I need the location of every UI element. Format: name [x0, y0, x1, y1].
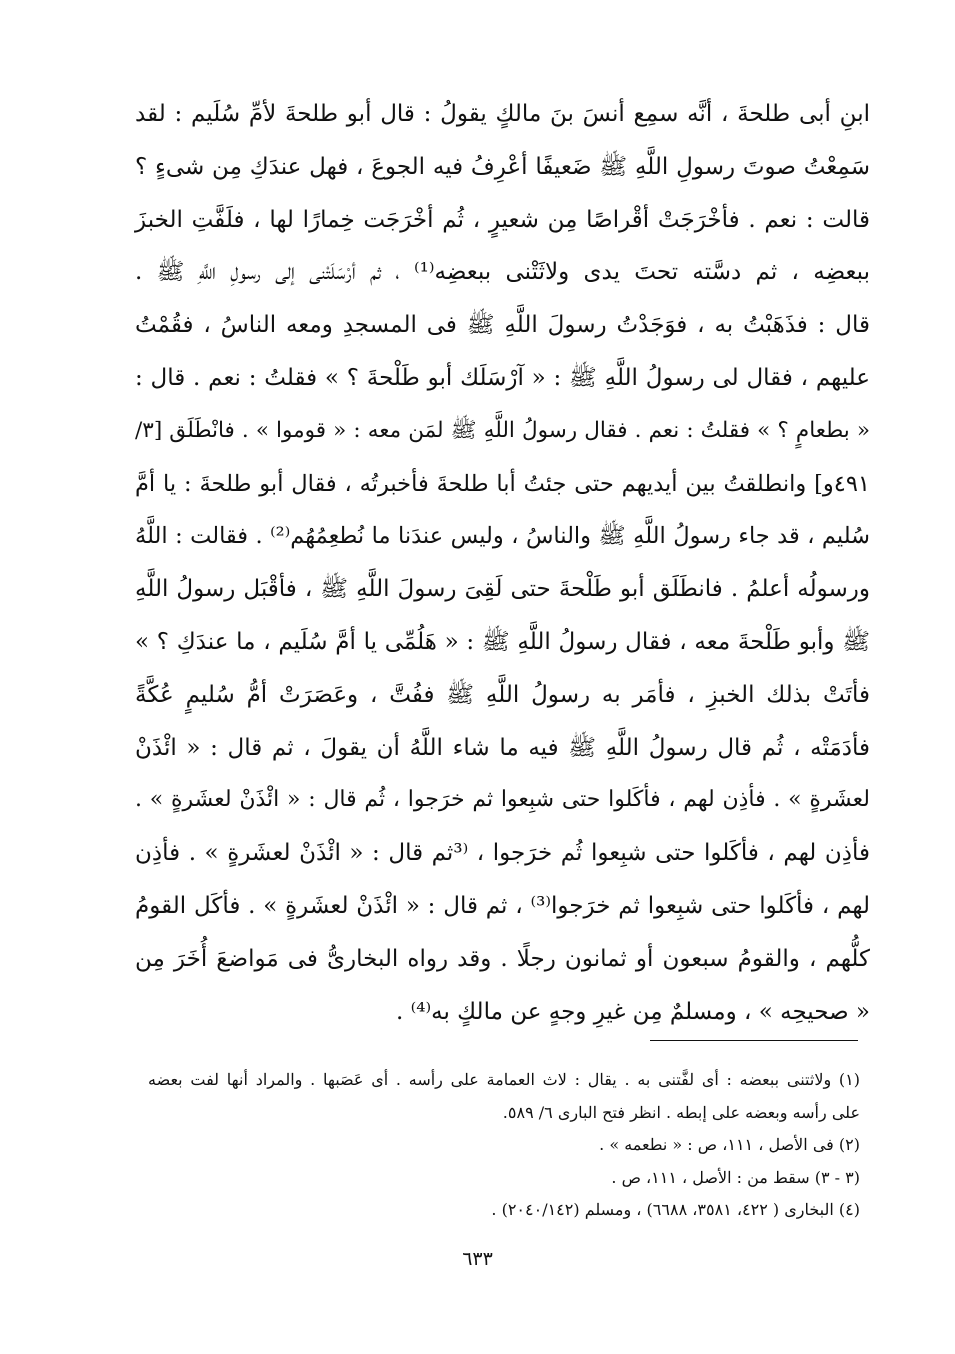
text-line: ﷺ وأبو طَلْحةَ معه ، فقال رسولُ اللَّهِ ﷺ : « هَلُمِّى يا أمَّ سُلَيم ، ما عندَكِ ؟ »: [135, 628, 870, 655]
footnotes: [148, 1064, 860, 1227]
footnote-divider: [650, 1040, 858, 1041]
footnote-line: (٤) البخارى ( ٤٢٢، ٣٥٨١، ٦٦٨٨) ، ومسلم (٢٠٤٠/١٤٢) .: [491, 1200, 860, 1219]
text-line: فأتَتْ بذلك الخبزِ ، فأمَر به رسولُ اللَّهِ ﷺ ففُتَّ ، وعَصَرَتْ أمُّ سُليمٍ عُكَّةً: [135, 681, 870, 708]
text-line: سُليم ، قد جاء رسولُ اللَّهِ ﷺ والناسُ ، وليس عندَنا ما نُطعِمُهُم⁽²⁾ . فقالت : اللَّهُ: [135, 523, 870, 550]
text-line: لعشَرةٍ » . فأذِن لهم ، فأكَلوا حتى شبِعوا ثم خرَجوا ، ثُم قال : « ائْذَنْ لعشَرةٍ » .: [135, 787, 870, 813]
text-line: فأدَمَتْه ، ثُم قال رسولُ اللَّهِ ﷺ فيه ما شاء اللَّهُ أن يقولَ ، ثم قال : « ائْذَنْ: [135, 734, 870, 761]
text-line: قال : فذَهَبْتُ به ، فوَجَدْتُ رسولَ اللَّهِ ﷺ فى المسجدِ ومعه الناسُ ، فقُمْتُ: [135, 312, 870, 339]
footnote-line: (٢) فى الأصل ، ١١١، ص : « نطعمه » .: [599, 1135, 860, 1154]
text-line: كلُّهم ، والقومُ سبعون أو ثمانون رجلًا . وقد رواه البخارىُّ فى مَواضعَ أُخَرَ مِن: [135, 945, 870, 972]
text-line: ٤٩١و] وانطلقتُ بين أيديهم حتى جئتُ أبا طلحةَ فأخبرتُه ، فقال أبو طلحةَ : يا أمَّ: [135, 470, 870, 497]
main-text: [135, 88, 870, 1038]
footnote-line: (١) ولاثتنى ببعضه : أى لفَّتنى به . يقال : لاث العمامة على رأسه . أى عَصَبها . والمراد أنها لفت بعضه: [148, 1070, 861, 1089]
text-line: ببعضِه ، ثم دسَّته تحتَ يدى ولاثَتْنى ببعضِه⁽¹⁾ ، ثم أرْسَلَتْنى إلى رسولِ اللَّهِ ﷺ .: [135, 259, 870, 286]
text-line: ابنِ أبى طلحةَ ، أنَّه سمِع أنسَ بنَ مالكٍ يقولُ : قال أبو طلحةَ لأمِّ سُلَيم : لقد: [135, 101, 870, 127]
text-line: سَمِعْتُ صوتَ رسولِ اللَّهِ ﷺ ضَعيفًا أعْرِفُ فيه الجوعَ ، فهل عندَكِ مِن شىءٍ ؟: [135, 153, 870, 180]
text-line: لهم ، فأكَلوا حتى شبِعوا ثم خرَجوا⁽³⁾ ، ثم قال : « ائْذَنْ لعشَرةٍ » . فأكَل القومُ: [135, 892, 870, 919]
text-line: « صحيحِه » ، ومسلمٌ مِن غيرِ وجهٍ عن مالكٍ به⁽⁴⁾ .: [395, 998, 870, 1025]
text-line: قالت : نعم . فأخْرَجَتْ أقْراصًا مِن شعيرٍ ، ثُم أخْرَجَت خِمارًا لها ، فلَفَّتِ الخبزَ: [135, 206, 870, 233]
footnote-line: على رأسه وبعضه على إبطه . انظر فتح البارى ٦/ ٥٨٩.: [502, 1102, 860, 1122]
page-number: ٦٣٣: [462, 1248, 493, 1270]
text-line: فأذِن لهم ، فأكَلوا حتى شبِعوا ثُم خرَجوا ، ⁽³ثم قال : « ائْذَنْ لعشَرةٍ » . فأذِن: [135, 840, 870, 867]
text-line: ورسولُه أعلمُ . فانطَلَق أبو طَلْحةَ حتى لَقِىَ رسولَ اللَّهِ ﷺ ، فأقْبَل رسولُ اللَّهِ: [135, 576, 870, 603]
text-line: عليهم ، فقال لى رسولُ اللَّهِ ﷺ : « آرْسَلَك أبو طَلْحةَ ؟ » فقلتُ : نعم . قال :: [135, 364, 870, 391]
footnote-line: (٣ - ٣) سقط من : الأصل ، ١١١، ص .: [611, 1167, 860, 1187]
text-line: « بطعامٍ ؟ » فقلتُ : نعم . فقال رسولُ اللَّهِ ﷺ لمَن معه : « قوموا » . فانْطَلَق [٣/: [135, 417, 870, 443]
